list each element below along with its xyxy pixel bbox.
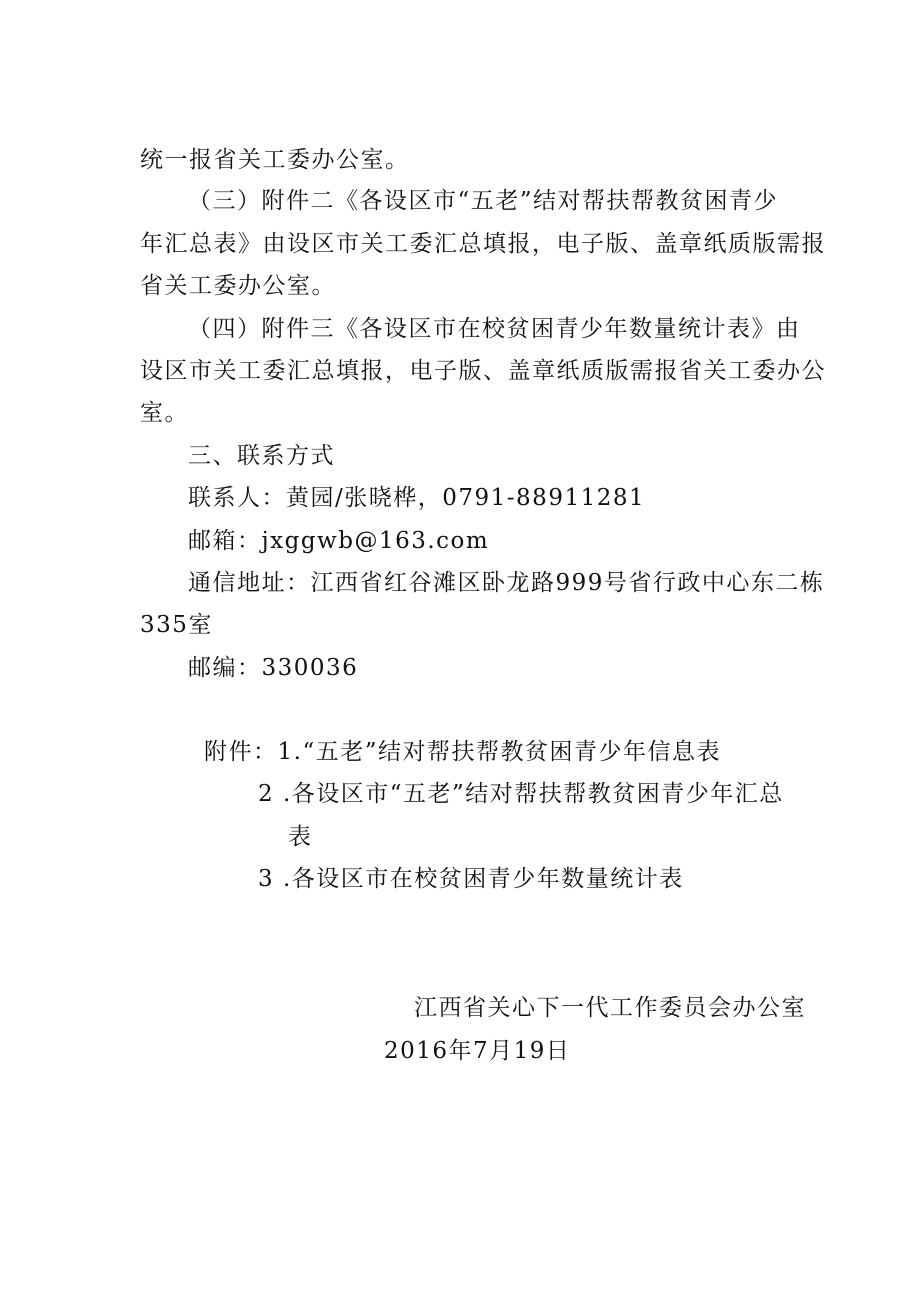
- signature-date: 2016年7月19日: [384, 1038, 571, 1064]
- signature-organization: 江西省关心下一代工作委员会办公室: [414, 995, 806, 1021]
- attachment-item-1: 附件：1.“五老”结对帮扶帮教贫困青少年信息表: [204, 739, 721, 765]
- contact-postcode: 邮编：330036: [188, 655, 359, 681]
- body-text-line: （三）附件二《各设区市“五老”结对帮扶帮教贫困青少: [188, 188, 779, 214]
- body-text-line: 设区市关工委汇总填报，电子版、盖章纸质版需报省关工委办公: [140, 358, 826, 384]
- contact-person: 联系人：黄园/张晓桦，0791-88911281: [188, 485, 646, 511]
- body-text-line: 省关工委办公室。: [140, 273, 336, 299]
- contact-address: 通信地址：江西省红谷滩区卧龙路999号省行政中心东二栋: [188, 570, 825, 596]
- attachment-item-2-cont: 表: [288, 824, 313, 850]
- attachment-item-2: 2 .各设区市“五老”结对帮扶帮教贫困青少年汇总: [258, 781, 784, 807]
- body-text-line: 统一报省关工委办公室。: [140, 147, 410, 173]
- body-text-line: （四）附件三《各设区市在校贫困青少年数量统计表》由: [188, 316, 801, 342]
- contact-email: 邮箱：jxggwb@163.com: [188, 528, 490, 554]
- body-text-line: 室。: [140, 400, 189, 426]
- attachment-item-3: 3 .各设区市在校贫困青少年数量统计表: [258, 866, 684, 892]
- contact-address-cont: 335室: [140, 612, 213, 638]
- section-heading: 三、联系方式: [188, 443, 335, 469]
- body-text-line: 年汇总表》由设区市关工委汇总填报，电子版、盖章纸质版需报: [140, 231, 826, 257]
